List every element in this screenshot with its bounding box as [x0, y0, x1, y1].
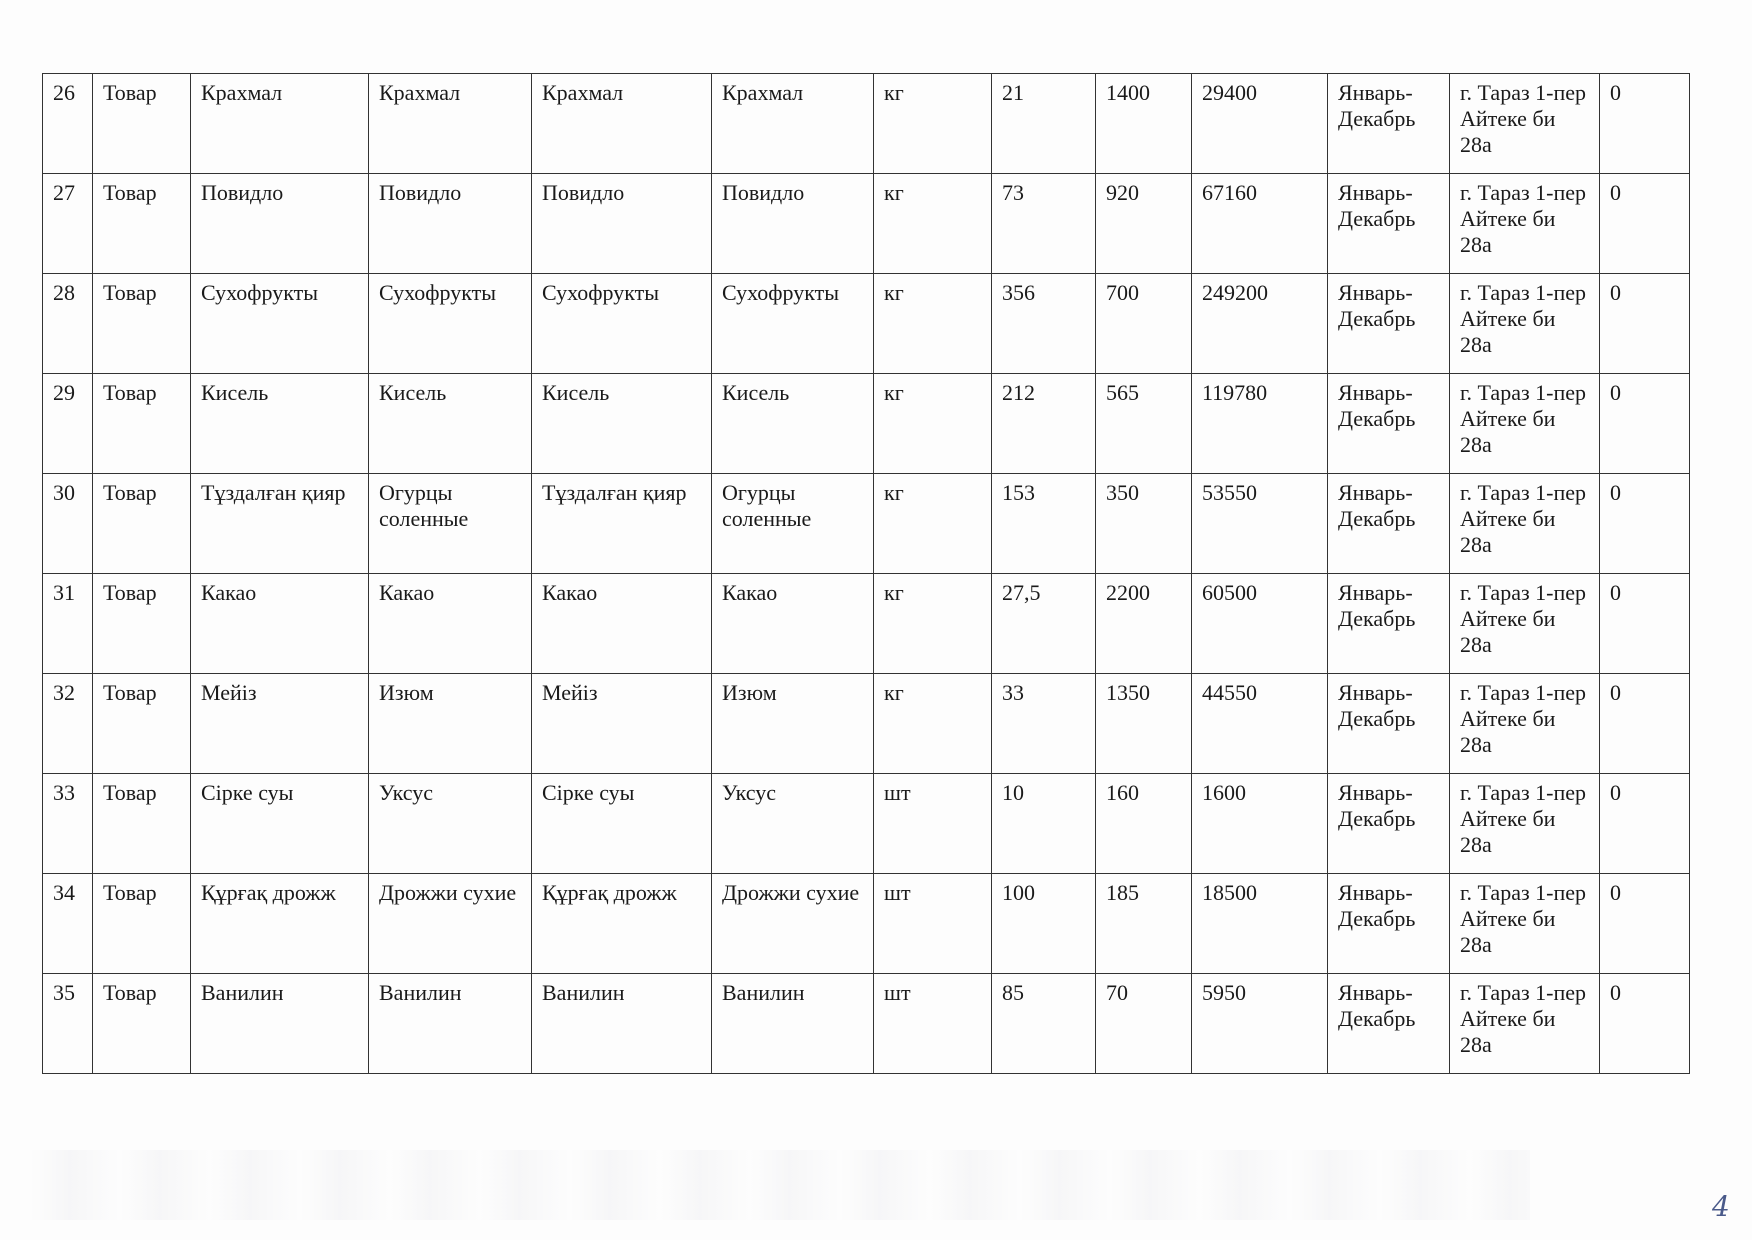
name-ru-cell: Ванилин — [369, 974, 532, 1074]
row-number-cell: 30 — [43, 474, 93, 574]
price-cell: 1350 — [1096, 674, 1192, 774]
name-kz-cell: Повидло — [191, 174, 369, 274]
quantity-cell: 73 — [992, 174, 1096, 274]
delivery-place-cell: г. Тараз 1-пер Айтеке би 28а — [1450, 674, 1600, 774]
advance-cell: 0 — [1600, 974, 1690, 1074]
description-ru-cell: Повидло — [712, 174, 874, 274]
quantity-cell: 21 — [992, 74, 1096, 174]
name-kz-cell: Тұздалған қияр — [191, 474, 369, 574]
description-ru-cell: Сухофрукты — [712, 274, 874, 374]
period-cell: Январь-Декабрь — [1328, 74, 1450, 174]
description-ru-cell: Изюм — [712, 674, 874, 774]
price-cell: 1400 — [1096, 74, 1192, 174]
quantity-cell: 10 — [992, 774, 1096, 874]
row-number-cell: 32 — [43, 674, 93, 774]
advance-cell: 0 — [1600, 574, 1690, 674]
period-cell: Январь-Декабрь — [1328, 674, 1450, 774]
row-number-cell: 28 — [43, 274, 93, 374]
table-row — [43, 74, 1690, 174]
sum-cell: 119780 — [1192, 374, 1328, 474]
table-row — [43, 874, 1690, 974]
sum-cell: 44550 — [1192, 674, 1328, 774]
sum-cell: 5950 — [1192, 974, 1328, 1074]
period-cell: Январь-Декабрь — [1328, 474, 1450, 574]
table-body — [43, 74, 1690, 1074]
description-ru-cell: Огурцы соленные — [712, 474, 874, 574]
quantity-cell: 356 — [992, 274, 1096, 374]
item-type-cell: Товар — [93, 874, 191, 974]
description-kz-cell: Ванилин — [532, 974, 712, 1074]
unit-cell: кг — [874, 574, 992, 674]
quantity-cell: 153 — [992, 474, 1096, 574]
item-type-cell: Товар — [93, 274, 191, 374]
price-cell: 920 — [1096, 174, 1192, 274]
advance-cell: 0 — [1600, 274, 1690, 374]
description-ru-cell: Крахмал — [712, 74, 874, 174]
sum-cell: 67160 — [1192, 174, 1328, 274]
description-kz-cell: Крахмал — [532, 74, 712, 174]
price-cell: 2200 — [1096, 574, 1192, 674]
price-cell: 160 — [1096, 774, 1192, 874]
name-kz-cell: Крахмал — [191, 74, 369, 174]
period-cell: Январь-Декабрь — [1328, 274, 1450, 374]
advance-cell: 0 — [1600, 374, 1690, 474]
name-kz-cell: Кисель — [191, 374, 369, 474]
table-row — [43, 674, 1690, 774]
quantity-cell: 85 — [992, 974, 1096, 1074]
delivery-place-cell: г. Тараз 1-пер Айтеке би 28а — [1450, 74, 1600, 174]
unit-cell: шт — [874, 774, 992, 874]
row-number-cell: 34 — [43, 874, 93, 974]
item-type-cell: Товар — [93, 474, 191, 574]
period-cell: Январь-Декабрь — [1328, 974, 1450, 1074]
name-ru-cell: Уксус — [369, 774, 532, 874]
description-kz-cell: Сухофрукты — [532, 274, 712, 374]
delivery-place-cell: г. Тараз 1-пер Айтеке би 28а — [1450, 274, 1600, 374]
advance-cell: 0 — [1600, 674, 1690, 774]
name-kz-cell: Какао — [191, 574, 369, 674]
row-number-cell: 31 — [43, 574, 93, 674]
name-kz-cell: Құрғақ дрожж — [191, 874, 369, 974]
row-number-cell: 35 — [43, 974, 93, 1074]
table-row — [43, 274, 1690, 374]
period-cell: Январь-Декабрь — [1328, 374, 1450, 474]
item-type-cell: Товар — [93, 574, 191, 674]
description-kz-cell: Кисель — [532, 374, 712, 474]
unit-cell: шт — [874, 874, 992, 974]
name-ru-cell: Какао — [369, 574, 532, 674]
row-number-cell: 33 — [43, 774, 93, 874]
unit-cell: кг — [874, 274, 992, 374]
delivery-place-cell: г. Тараз 1-пер Айтеке би 28а — [1450, 874, 1600, 974]
item-type-cell: Товар — [93, 674, 191, 774]
description-kz-cell: Тұздалған қияр — [532, 474, 712, 574]
unit-cell: кг — [874, 174, 992, 274]
description-kz-cell: Повидло — [532, 174, 712, 274]
description-ru-cell: Ванилин — [712, 974, 874, 1074]
row-number-cell: 27 — [43, 174, 93, 274]
name-kz-cell: Ванилин — [191, 974, 369, 1074]
name-kz-cell: Сухофрукты — [191, 274, 369, 374]
name-kz-cell: Сірке суы — [191, 774, 369, 874]
name-ru-cell: Изюм — [369, 674, 532, 774]
delivery-place-cell: г. Тараз 1-пер Айтеке би 28а — [1450, 774, 1600, 874]
item-type-cell: Товар — [93, 974, 191, 1074]
quantity-cell: 27,5 — [992, 574, 1096, 674]
unit-cell: кг — [874, 674, 992, 774]
row-number-cell: 29 — [43, 374, 93, 474]
page-number: 4 — [1712, 1190, 1730, 1223]
description-ru-cell: Уксус — [712, 774, 874, 874]
sum-cell: 249200 — [1192, 274, 1328, 374]
period-cell: Январь-Декабрь — [1328, 874, 1450, 974]
item-type-cell: Товар — [93, 374, 191, 474]
price-cell: 70 — [1096, 974, 1192, 1074]
price-cell: 565 — [1096, 374, 1192, 474]
period-cell: Январь-Декабрь — [1328, 774, 1450, 874]
scan-artifact — [30, 1150, 1530, 1220]
advance-cell: 0 — [1600, 874, 1690, 974]
unit-cell: кг — [874, 74, 992, 174]
price-cell: 185 — [1096, 874, 1192, 974]
period-cell: Январь-Декабрь — [1328, 574, 1450, 674]
item-type-cell: Товар — [93, 74, 191, 174]
description-ru-cell: Кисель — [712, 374, 874, 474]
advance-cell: 0 — [1600, 174, 1690, 274]
delivery-place-cell: г. Тараз 1-пер Айтеке би 28а — [1450, 574, 1600, 674]
quantity-cell: 33 — [992, 674, 1096, 774]
name-ru-cell: Крахмал — [369, 74, 532, 174]
name-ru-cell: Огурцы соленные — [369, 474, 532, 574]
advance-cell: 0 — [1600, 774, 1690, 874]
sum-cell: 18500 — [1192, 874, 1328, 974]
sum-cell: 29400 — [1192, 74, 1328, 174]
advance-cell: 0 — [1600, 474, 1690, 574]
table-row — [43, 774, 1690, 874]
delivery-place-cell: г. Тараз 1-пер Айтеке би 28а — [1450, 374, 1600, 474]
delivery-place-cell: г. Тараз 1-пер Айтеке би 28а — [1450, 974, 1600, 1074]
table-row — [43, 174, 1690, 274]
sum-cell: 1600 — [1192, 774, 1328, 874]
description-kz-cell: Сірке суы — [532, 774, 712, 874]
item-type-cell: Товар — [93, 774, 191, 874]
procurement-table — [42, 73, 1690, 1074]
description-ru-cell: Какао — [712, 574, 874, 674]
advance-cell: 0 — [1600, 74, 1690, 174]
price-cell: 700 — [1096, 274, 1192, 374]
name-ru-cell: Сухофрукты — [369, 274, 532, 374]
name-ru-cell: Кисель — [369, 374, 532, 474]
quantity-cell: 212 — [992, 374, 1096, 474]
name-ru-cell: Повидло — [369, 174, 532, 274]
description-ru-cell: Дрожжи сухие — [712, 874, 874, 974]
delivery-place-cell: г. Тараз 1-пер Айтеке би 28а — [1450, 474, 1600, 574]
delivery-place-cell: г. Тараз 1-пер Айтеке би 28а — [1450, 174, 1600, 274]
unit-cell: шт — [874, 974, 992, 1074]
item-type-cell: Товар — [93, 174, 191, 274]
sum-cell: 60500 — [1192, 574, 1328, 674]
name-ru-cell: Дрожжи сухие — [369, 874, 532, 974]
table-row — [43, 574, 1690, 674]
unit-cell: кг — [874, 474, 992, 574]
period-cell: Январь-Декабрь — [1328, 174, 1450, 274]
table-row — [43, 974, 1690, 1074]
name-kz-cell: Мейіз — [191, 674, 369, 774]
sum-cell: 53550 — [1192, 474, 1328, 574]
table-row — [43, 474, 1690, 574]
quantity-cell: 100 — [992, 874, 1096, 974]
unit-cell: кг — [874, 374, 992, 474]
row-number-cell: 26 — [43, 74, 93, 174]
description-kz-cell: Какао — [532, 574, 712, 674]
description-kz-cell: Құрғақ дрожж — [532, 874, 712, 974]
description-kz-cell: Мейіз — [532, 674, 712, 774]
table-row — [43, 374, 1690, 474]
price-cell: 350 — [1096, 474, 1192, 574]
